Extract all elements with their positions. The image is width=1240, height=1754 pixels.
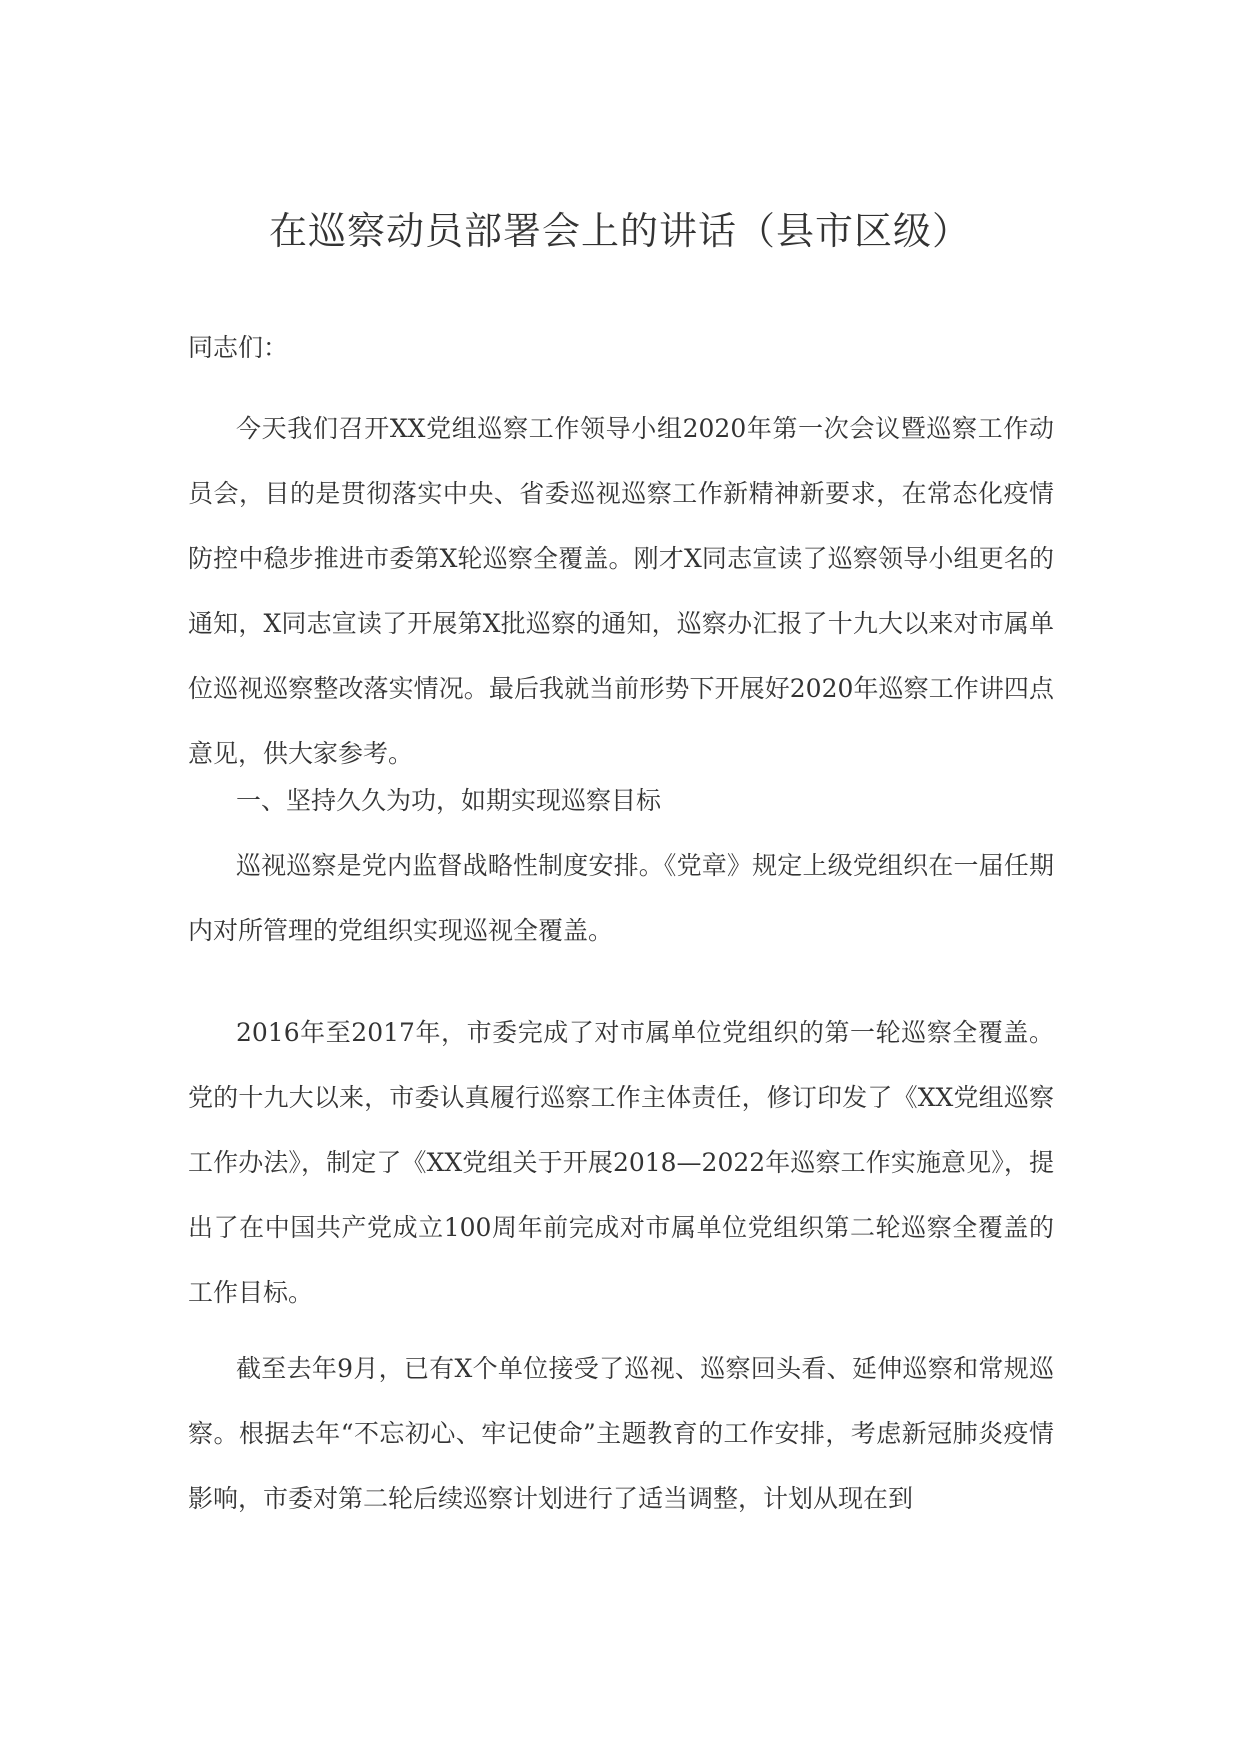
paragraph-first-round: 2016年至2017年，市委完成了对市属单位党组织的第一轮巡察全覆盖。党的十九大以来，市委认真履行巡察工作主体责任，修订印发了《XX党组巡察工作办法》，制定了《XX党组关于开展2018—2022年巡察工作实施意见》，提出了在中国共产党成立100周年前完成对市属单位党组织第二轮巡察全覆盖的工作目标。 <box>188 1018 1054 1307</box>
paragraph-opening: 今天我们召开XX党组巡察工作领导小组2020年第一次会议暨巡察工作动员会，目的是贯彻落实中央、省委巡视巡察工作新精神新要求，在常态化疫情防控中稳步推进市委第X轮巡察全覆盖。刚才X同志宣读了巡察领导小组更名的通知，X同志宣读了开展第X批巡察的通知，巡察办汇报了十九大以来对市属单位巡视巡察整改落实情况。最后我就当前形势下开展好2020年巡察工作讲四点意见，供大家参考。 <box>188 414 1054 768</box>
section-heading-one: 一、坚持久久为功，如期实现巡察目标 <box>236 786 662 815</box>
document-title: 在巡察动员部署会上的讲话（县市区级） <box>268 209 971 253</box>
paragraph-inspection-system: 巡视巡察是党内监督战略性制度安排。《党章》规定上级党组织在一届任期内对所管理的党组织实现巡视全覆盖。 <box>188 851 1054 945</box>
salutation: 同志们： <box>188 333 289 362</box>
paragraph-progress: 截至去年9月，已有X个单位接受了巡视、巡察回头看、延伸巡察和常规巡察。根据去年“不忘初心、牢记使命”主题教育的工作安排，考虑新冠肺炎疫情影响，市委对第二轮后续巡察计划进行了适当调整，计划从现在到 <box>188 1354 1054 1513</box>
